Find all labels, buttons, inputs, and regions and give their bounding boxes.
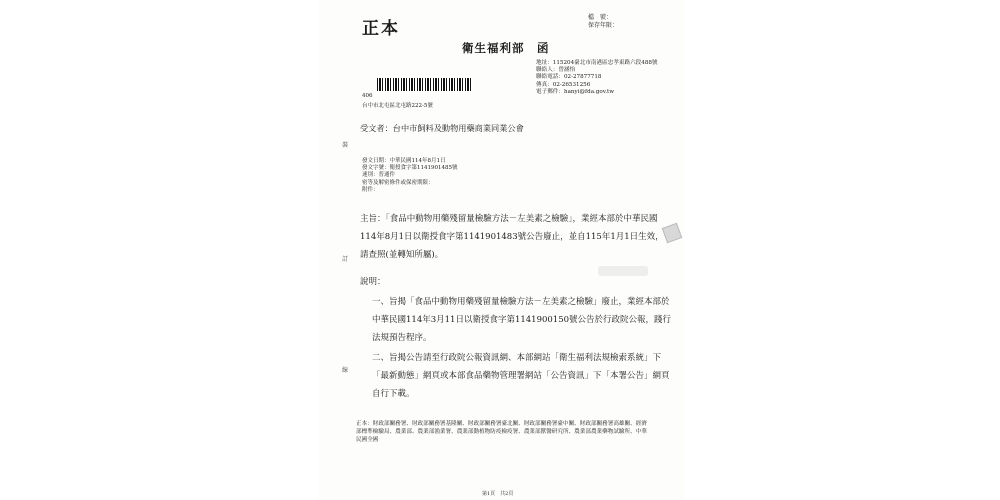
binding-mark-top: 裝 <box>342 142 349 149</box>
contact-address: 地址：115204臺北市南港區忠孝東路六段488號 <box>536 60 658 66</box>
page-number: 第1頁 共2頁 <box>482 491 514 497</box>
retention-label: 保存年限： <box>588 22 619 29</box>
contact-fax: 傳真：02-26531256 <box>536 81 591 88</box>
security-level: 密等及解密條件或保密期限： <box>362 179 434 186</box>
recipient: 受文者：台中市飼料及動物用藥商業同業公會 <box>360 123 524 133</box>
contact-person: 聯絡人：曾涵怡 <box>536 67 576 74</box>
contact-phone: 聯絡電話：02-27877718 <box>536 74 602 81</box>
reference-box <box>588 14 618 30</box>
contact-info <box>536 60 658 96</box>
carbon-copy-list: 正本：財政部關務署、財政部關務署基隆關、財政部關務署臺北關、財政部關務署臺中關、財政部關務署高雄關、經濟部標準檢驗局、農業部、農業部漁業署、農業部動植物防疫檢疫署、農業部獸醫研究所、農業部農業藥物試驗所、中華民國全國 <box>356 421 647 443</box>
urgency: 速別：普通件 <box>362 172 396 179</box>
subject-paragraph: 主旨：「食品中動物用藥殘留量檢驗方法－左美素之檢驗」，業經本部於中華民國114年8月1日以衛授食字第1141901483號公告廢止，並自115年1月1日生效，請查照(並轉知所屬)。 <box>360 214 664 260</box>
postal-code: 406 <box>362 93 373 99</box>
file-number-label: 檔 號： <box>588 14 613 21</box>
explanation-label: 說明： <box>360 277 386 287</box>
document-number: 發文字號：衛授食字第1141901485號 <box>362 165 458 172</box>
explanation-item-1: 一、旨揭「食品中動物用藥殘留量檢驗方法－左美素之檢驗」廢止，業經本部於中華民國114年3月11日以衛授食字第1141900150號公告於行政院公報，踐行法規預告程序。 <box>372 297 672 343</box>
original-copy-label: 正本 <box>362 19 400 39</box>
agency-title: 衛生福利部 函 <box>462 41 550 55</box>
contact-email: 電子郵件：hanyi@fda.gov.tw <box>536 88 615 95</box>
issue-date: 發文日期：中華民國114年8月1日 <box>362 158 446 164</box>
mailing-address: 台中市北屯區北屯路222-5號 <box>362 103 433 109</box>
binding-mark-middle: 訂 <box>342 256 349 263</box>
binding-mark-bottom: 線 <box>342 367 349 374</box>
barcode <box>377 78 473 91</box>
watermark <box>598 266 648 276</box>
attachments: 附件： <box>362 186 379 193</box>
explanation-item-2: 二、旨揭公告請至行政院公報資訊網、本部網站「衛生福利法規檢索系統」下「最新動態」網頁或本部食品藥物管理署網站「公告資訊」下「本署公告」網頁自行下載。 <box>372 353 670 399</box>
document-meta <box>362 158 458 194</box>
